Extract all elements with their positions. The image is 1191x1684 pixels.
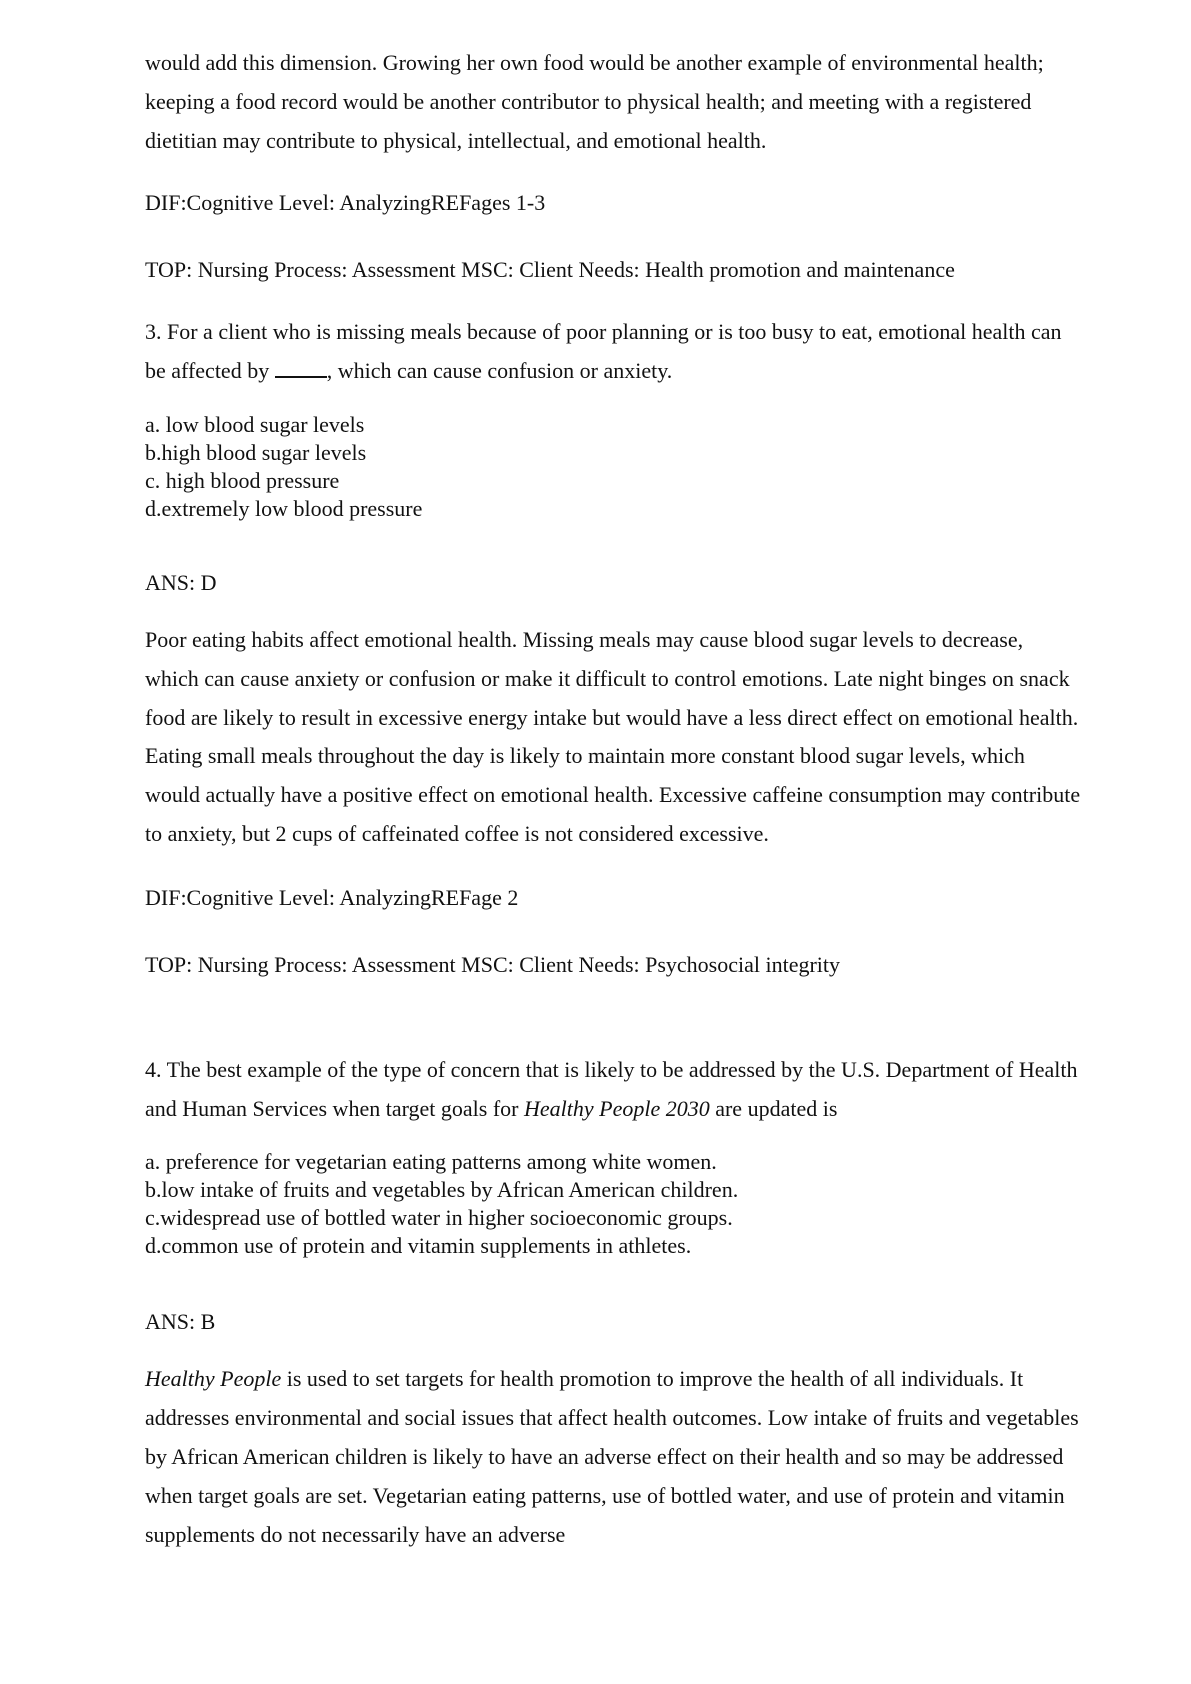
q3-option-d: d.extremely low blood pressure (145, 495, 423, 521)
document-page (145, 44, 1081, 1554)
q3-topic-line: TOP: Nursing Process: Assessment MSC: Client Needs: Psychosocial integrity (145, 951, 841, 977)
intro-paragraph (145, 44, 1081, 160)
q4-option-a: a. preference for vegetarian eating patterns among white women. (145, 1149, 717, 1175)
q4-answer: ANS: B (145, 1309, 216, 1335)
q3-option-b: b.high blood sugar levels (145, 439, 367, 465)
q3-question-stem (145, 313, 1081, 391)
q3-answer: ANS: D (145, 569, 217, 595)
q3-rationale (145, 621, 1081, 854)
q4-option-c: c.widespread use of bottled water in higher socioeconomic groups. (145, 1205, 733, 1231)
text-segment: is used to set targets for health promotion to improve the health of all individuals. It addresses environmental and social issues that affect health outcomes. Low intake of fruits and vegetables by African American children is likely to have an adverse effect on their health and so may be addressed when target goals are set. Vegetarian eating patterns, use of bottled water, and use of protein and vitamin supplements do not necessarily have an adverse (145, 1366, 1079, 1547)
q4-rationale (145, 1360, 1081, 1554)
q3-options-list (145, 411, 1081, 523)
q3-stem-after: , which can cause confusion or anxiety. (326, 358, 673, 384)
q3-difficulty-line: DIF:Cognitive Level: AnalyzingREFage 2 (145, 884, 519, 910)
q3-option-c: c. high blood pressure (145, 467, 340, 493)
q4-question-stem (145, 1051, 1081, 1129)
q4-option-b: b.low intake of fruits and vegetables by African American children. (145, 1177, 739, 1203)
q4-option-d: d.common use of protein and vitamin supplements in athletes. (145, 1233, 692, 1259)
text-segment: are updated is (709, 1095, 838, 1121)
q3-stem-before: 3. For a client who is missing meals because of poor planning or is too busy to eat, emotional health can be affected by (145, 319, 1062, 384)
text-segment: Poor eating habits affect emotional health. Missing meals may cause blood sugar levels to decrease, which can cause anxiety or confusion or make it difficult to control emotions. Late night binges on snack food are likely to result in excessive energy intake but would have a less direct effect on emotional health. Eating small meals throughout the day is likely to maintain more constant blood sugar levels, which would actually have a positive effect on emotional health. Excessive caffeine consumption may contribute to anxiety, but 2 cups of caffeinated coffee is not considered excessive. (145, 626, 1081, 846)
italic-text-segment: Healthy People (145, 1366, 282, 1392)
answer-blank (275, 355, 327, 378)
text-segment: 4. The best example of the type of concern that is likely to be addressed by the U.S. Department of Health and Human Services when target goals for (145, 1056, 1078, 1121)
q2-difficulty-line: DIF:Cognitive Level: AnalyzingREFages 1-3 (145, 190, 546, 216)
text-segment: would add this dimension. Growing her own food would be another example of environmental health; keeping a food record would be another contributor to physical health; and meeting with a registered dietitian may contribute to physical, intellectual, and emotional health. (145, 50, 1044, 153)
q3-option-a: a. low blood sugar levels (145, 411, 365, 437)
italic-text-segment: Healthy People 2030 (523, 1095, 710, 1121)
q2-topic-line: TOP: Nursing Process: Assessment MSC: Client Needs: Health promotion and maintenance (145, 257, 955, 283)
q4-options-list (145, 1148, 1081, 1260)
